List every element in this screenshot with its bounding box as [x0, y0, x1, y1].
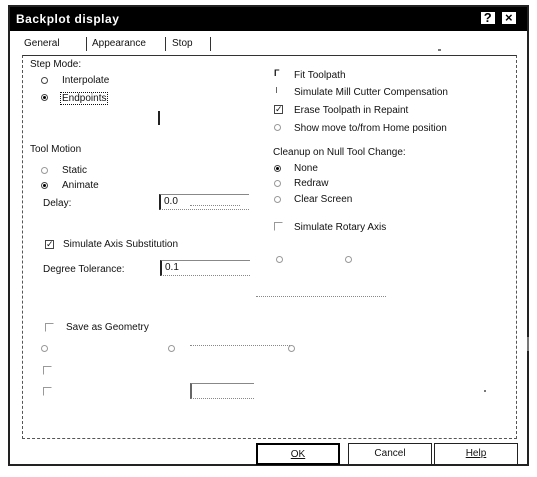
ok-button-label: OK	[290, 449, 306, 460]
cleanup-redraw-label: Redraw	[294, 178, 329, 189]
degree-tolerance-label: Degree Tolerance:	[43, 264, 125, 275]
artifact-mark	[484, 390, 486, 392]
separator-line	[190, 205, 240, 206]
close-title-button[interactable]: ×	[500, 10, 518, 26]
geometry-option-radio[interactable]	[288, 345, 295, 352]
text-cursor	[158, 111, 160, 125]
simulate-rotary-label: Simulate Rotary Axis	[294, 222, 387, 233]
rotary-option-radio[interactable]	[345, 256, 352, 263]
geometry-value-input[interactable]	[190, 383, 254, 399]
tab-stop-label: Stop	[172, 38, 193, 49]
fit-toolpath-checkbox[interactable]: Γ	[274, 68, 280, 78]
cancel-button-label: Cancel	[374, 448, 406, 459]
endpoints-radio[interactable]	[41, 94, 48, 101]
simulate-axis-checkbox[interactable]: ✓	[46, 239, 54, 249]
tab-divider	[165, 37, 166, 51]
tab-divider	[86, 37, 87, 51]
tab-appearance-label: Appearance	[92, 38, 146, 49]
help-button-label: Help	[465, 448, 487, 459]
simulate-axis-label: Simulate Axis Substitution	[63, 239, 179, 250]
interpolate-radio[interactable]	[41, 77, 48, 84]
erase-toolpath-label: Erase Toolpath in Repaint	[294, 105, 409, 116]
geometry-option-checkbox[interactable]	[43, 387, 52, 396]
animate-radio[interactable]	[41, 182, 48, 189]
tab-divider	[210, 37, 211, 51]
window-title: Backplot display	[16, 12, 120, 26]
static-label: Static	[62, 165, 88, 176]
separator-line	[256, 296, 386, 297]
cleanup-redraw-radio[interactable]	[274, 180, 281, 187]
degree-tolerance-input[interactable]: 0.1	[160, 260, 250, 276]
rotary-option-radio[interactable]	[276, 256, 283, 263]
help-button[interactable]	[434, 443, 518, 465]
title-bar	[10, 7, 527, 31]
cleanup-label: Cleanup on Null Tool Change:	[273, 147, 406, 158]
cleanup-none-label: None	[294, 163, 318, 174]
tool-motion-label: Tool Motion	[30, 144, 82, 155]
interpolate-label: Interpolate	[62, 75, 110, 86]
save-as-geometry-label: Save as Geometry	[66, 322, 149, 333]
save-as-geometry-checkbox[interactable]	[45, 323, 54, 332]
geometry-option-radio[interactable]	[168, 345, 175, 352]
tab-stop[interactable]	[172, 38, 193, 49]
animate-label: Animate	[62, 180, 99, 191]
home-position-checkbox[interactable]	[274, 124, 281, 131]
home-position-label: Show move to/from Home position	[294, 123, 447, 134]
endpoints-label: Endpoints	[62, 93, 107, 104]
mill-cutter-label: Simulate Mill Cutter Compensation	[294, 87, 448, 98]
mill-cutter-checkbox[interactable]	[276, 87, 277, 93]
geometry-option-radio[interactable]	[41, 345, 48, 352]
tab-general[interactable]	[24, 38, 60, 49]
cancel-button[interactable]	[348, 443, 432, 465]
step-mode-label: Step Mode:	[30, 59, 82, 70]
geometry-option-checkbox[interactable]	[43, 366, 52, 375]
tab-general-label: General	[24, 38, 60, 49]
backplot-dialog	[8, 5, 529, 466]
cleanup-clear-screen-label: Clear Screen	[294, 194, 353, 205]
delay-input[interactable]: 0.0	[159, 194, 249, 210]
erase-toolpath-checkbox[interactable]: ✓	[275, 104, 283, 114]
artifact-mark	[527, 337, 529, 351]
ok-button[interactable]	[256, 443, 340, 465]
static-radio[interactable]	[41, 167, 48, 174]
artifact-mark	[438, 49, 441, 51]
help-title-button[interactable]: ?	[479, 10, 497, 26]
fit-toolpath-label: Fit Toolpath	[294, 70, 346, 81]
cleanup-none-radio[interactable]	[274, 165, 281, 172]
cleanup-clear-screen-radio[interactable]	[274, 196, 281, 203]
simulate-rotary-checkbox[interactable]	[274, 222, 283, 231]
tab-appearance[interactable]	[92, 38, 146, 49]
separator-line	[190, 345, 290, 346]
delay-label: Delay:	[43, 198, 72, 209]
